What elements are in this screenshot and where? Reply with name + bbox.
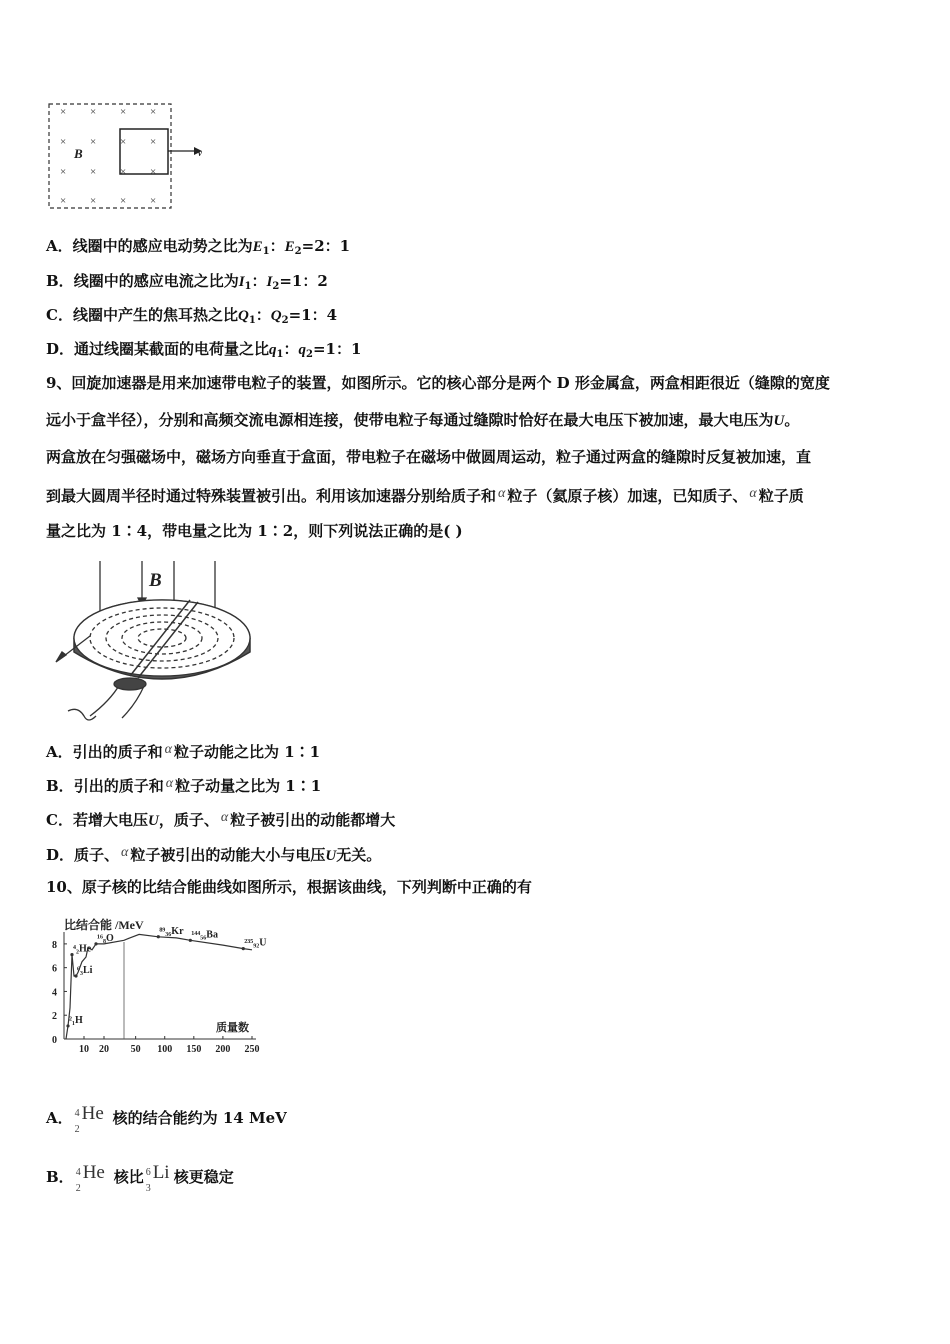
cyclotron-figure (50, 556, 250, 726)
svg-text:×: × (150, 106, 157, 118)
q10-stem: 10、原子核的比结合能曲线如图所示，根据该曲线，下列判断中正确的有 (46, 878, 532, 896)
q9-stem-line3: 两盒放在匀强磁场中，磁场方向垂直于盒面，带电粒子在磁场中做圆周运动，粒子通过两盒的缝隙时反复被加速，直 (46, 448, 812, 466)
cyclotron-field-label: B (149, 570, 162, 591)
coil-loop (120, 129, 168, 174)
q9-option-d: D．质子、 α 粒子被引出的动能大小与电压U无关。 (46, 845, 382, 864)
q8-option-c: C．线圈中产生的焦耳热之比$Q_1$：$Q_2=1$：4 (46, 306, 338, 326)
svg-text:×: × (150, 195, 157, 207)
nuclide-label: ¹⁴⁴₅₆Ba (191, 929, 218, 941)
x-tick-label: 50 (130, 1044, 141, 1055)
q9-option-b: B．引出的质子和 α 粒子动量之比为 1∶1 (46, 776, 322, 795)
velocity-label: v (198, 148, 202, 158)
svg-text:×: × (90, 195, 97, 207)
q9-option-a: A．引出的质子和 α 粒子动能之比为 1∶1 (46, 742, 321, 761)
svg-text:×: × (90, 166, 97, 178)
q10-option-a: A． 4 2 He 核的结合能约为 14 MeV (46, 1097, 287, 1133)
x-tick-label: 150 (186, 1044, 202, 1055)
svg-text:×: × (120, 106, 127, 118)
chart-title: 比结合能 /MeV (64, 918, 144, 932)
q10-option-b: B． 4 2 He 核比 6 3 Li 核更稳定 (46, 1156, 234, 1192)
y-tick-label: 0 (52, 1035, 57, 1046)
q9-stem-line4: 到最大圆周半径时通过特殊装置被引出。利用该加速器分别给质子和 α 粒子（氦原子核）加速，已知质子、 α 粒子质 (46, 486, 804, 505)
x-tick-label: 200 (215, 1044, 231, 1055)
y-tick-label: 4 (52, 987, 57, 999)
q8-option-b: B．线圈中的感应电流之比为$I_1$：$I_2=1$：2 (46, 272, 328, 292)
svg-text:×: × (120, 195, 127, 207)
binding-energy-chart (44, 912, 267, 1062)
svg-text:×: × (150, 136, 157, 148)
chart-xlabel: 质量数 (216, 1022, 249, 1034)
x-tick-label: 10 (79, 1044, 89, 1055)
nuclide-label: ⁸⁹₃₆Kr (159, 925, 184, 937)
li-nucleus-symbol: 6 3 Li (145, 1162, 170, 1194)
svg-text:×: × (60, 166, 67, 178)
nuclide-label: ⁶₃Li (77, 964, 93, 976)
svg-text:×: × (120, 166, 127, 178)
x-tick-label: 100 (157, 1044, 173, 1055)
x-tick-label: 250 (244, 1044, 260, 1055)
y-tick-label: 2 (52, 1011, 57, 1023)
nuclide-label: ⁴₂He (73, 943, 92, 955)
nuclide-label: ¹⁶₈O (97, 932, 114, 944)
nuclide-label: ²₁H (69, 1014, 83, 1026)
svg-text:×: × (90, 136, 97, 148)
q9-stem-line5: 量之比为 1∶4，带电量之比为 1∶2，则下列说法正确的是( ) (46, 522, 463, 540)
y-tick-label: 8 (52, 939, 57, 951)
magnetic-field-figure (46, 100, 216, 212)
q9-stem-line2: 远小于盒半径），分别和高频交流电源相连接，使带电粒子每通过缝隙时恰好在最大电压下被加速，最大电压为U。 (46, 411, 800, 429)
q8-option-d: D．通过线圈某截面的电荷量之比$q_1$：$q_2=1$：1 (46, 340, 362, 360)
svg-text:×: × (120, 136, 127, 148)
q9-stem-line1: 9、回旋加速器是用来加速带电粒子的装置，如图所示。它的核心部分是两个 D 形金属盒，两盒相距很近（缝隙的宽度 (46, 374, 830, 392)
field-label-b: B (74, 146, 83, 161)
y-tick-label: 6 (52, 963, 57, 975)
x-tick-label: 20 (99, 1044, 109, 1055)
he-nucleus-symbol: 4 2 He (75, 1162, 105, 1194)
svg-text:×: × (60, 106, 67, 118)
svg-text:×: × (60, 195, 67, 207)
svg-text:×: × (60, 136, 67, 148)
nuclide-label: ²³⁵₉₂U (244, 937, 267, 949)
q8-option-a: A．线圈中的感应电动势之比为$E_1$：$E_2=2$：1 (46, 237, 351, 257)
svg-text:×: × (150, 166, 157, 178)
svg-text:×: × (90, 106, 97, 118)
q9-option-c: C．若增大电压U，质子、 α 粒子被引出的动能都增大 (46, 810, 396, 829)
he-nucleus-symbol: 4 2 He (74, 1103, 104, 1135)
